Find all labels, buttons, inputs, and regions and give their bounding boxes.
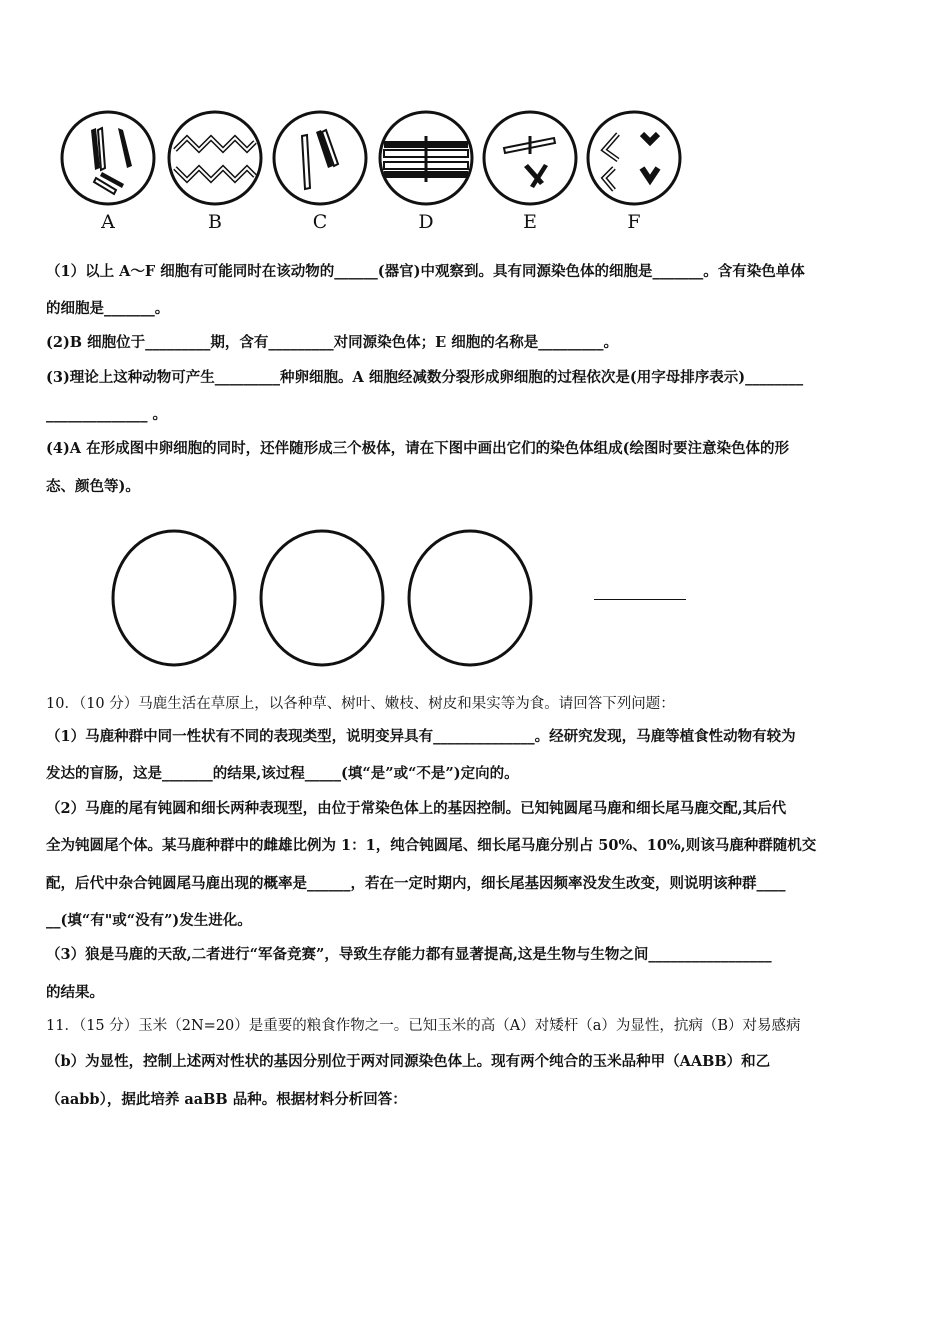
cell-d-label: D (418, 211, 434, 233)
q9-part1-line2: 的细胞是_______。 (46, 300, 170, 317)
cell-a-label: A (101, 211, 115, 233)
cell-f-label: F (627, 211, 641, 233)
q9-part1-line1: （1）以上 A～F 细胞有可能同时在该动物的______(器官)中观察到。具有同源染色体的细胞是_______。含有染色单体 (46, 263, 805, 280)
polar-body-drawing-area (110, 525, 710, 675)
cell-d-diagram (376, 108, 476, 238)
q10-part1-line2: 发达的盲肠，这是_______的结果,该过程_____(填“是”或“不是”)定向的。 (46, 765, 519, 782)
q9-part4-line2: 态、颜色等)。 (46, 478, 140, 495)
q9-part3-line1: (3)理论上这种动物可产生_________种卵细胞。A 细胞经减数分裂形成卵细胞的过程依次是(用字母排序表示)________ (46, 369, 804, 386)
empty-circle-2 (261, 531, 383, 665)
q10-part2-line1: （2）马鹿的尾有钝圆和细长两种表现型，由位于常染色体上的基因控制。已知钝圆尾马鹿和细长尾马鹿交配,其后代 (46, 800, 787, 817)
cell-division-figure (58, 108, 698, 238)
q10-part3-line1: （3）狼是马鹿的天敌,二者进行“军备竞赛”，导致生存能力都有显著提高,这是生物与生物之间_________________ (46, 946, 772, 963)
answer-blank-line (594, 599, 686, 600)
cell-a-diagram (58, 108, 158, 238)
q9-part4-line1: (4)A 在形成图中卵细胞的同时，还伴随形成三个极体，请在下图中画出它们的染色体组成(绘图时要注意染色体的形 (46, 440, 789, 457)
cell-e-diagram (480, 108, 580, 238)
cell-b-diagram (165, 108, 265, 238)
cell-b-label: B (208, 211, 222, 233)
q9-part2: (2)B 细胞位于_________期，含有_________对同源染色体；E 细胞的名称是_________。 (46, 334, 618, 351)
cell-f-diagram (584, 108, 684, 238)
empty-circle-1 (113, 531, 235, 665)
q11-heading-line1: 11．（15 分）玉米（2N=20）是重要的粮食作物之一。已知玉米的高（A）对矮杆（a）为显性，抗病（B）对易感病 (46, 1018, 801, 1034)
q10-part2-line2: 全为钝圆尾个体。某马鹿种群中的雌雄比例为 1：1，纯合钝圆尾、细长尾马鹿分别占 50%、10%,则该马鹿种群随机交 (46, 837, 817, 854)
cell-c-label: C (312, 211, 328, 233)
q10-heading: 10．（10 分）马鹿生活在草原上，以各种草、树叶、嫩枝、树皮和果实等为食。请回答下列问题： (46, 696, 675, 712)
q10-part2-line4: __(填“有"或“没有”)发生进化。 (46, 912, 252, 929)
q10-part2-line3: 配，后代中杂合钝圆尾马鹿出现的概率是______，若在一定时期内，细长尾基因频率没发生改变，则说明该种群____ (46, 875, 786, 892)
q11-heading-line2: （b）为显性，控制上述两对性状的基因分别位于两对同源染色体上。现有两个纯合的玉米品种甲（AABB）和乙 (46, 1053, 771, 1070)
q9-part3-line2: ______________ 。 (46, 406, 168, 423)
cell-e-label: E (523, 211, 537, 233)
q10-part1-line1: （1）马鹿种群中同一性状有不同的表现类型，说明变异具有______________。经研究发现，马鹿等植食性动物有较为 (46, 728, 796, 745)
empty-circle-3 (409, 531, 531, 665)
q10-part3-line2: 的结果。 (46, 984, 104, 1001)
q11-heading-line3: （aabb），据此培养 aaBB 品种。根据材料分析回答： (46, 1091, 407, 1108)
cell-c-diagram (270, 108, 370, 238)
